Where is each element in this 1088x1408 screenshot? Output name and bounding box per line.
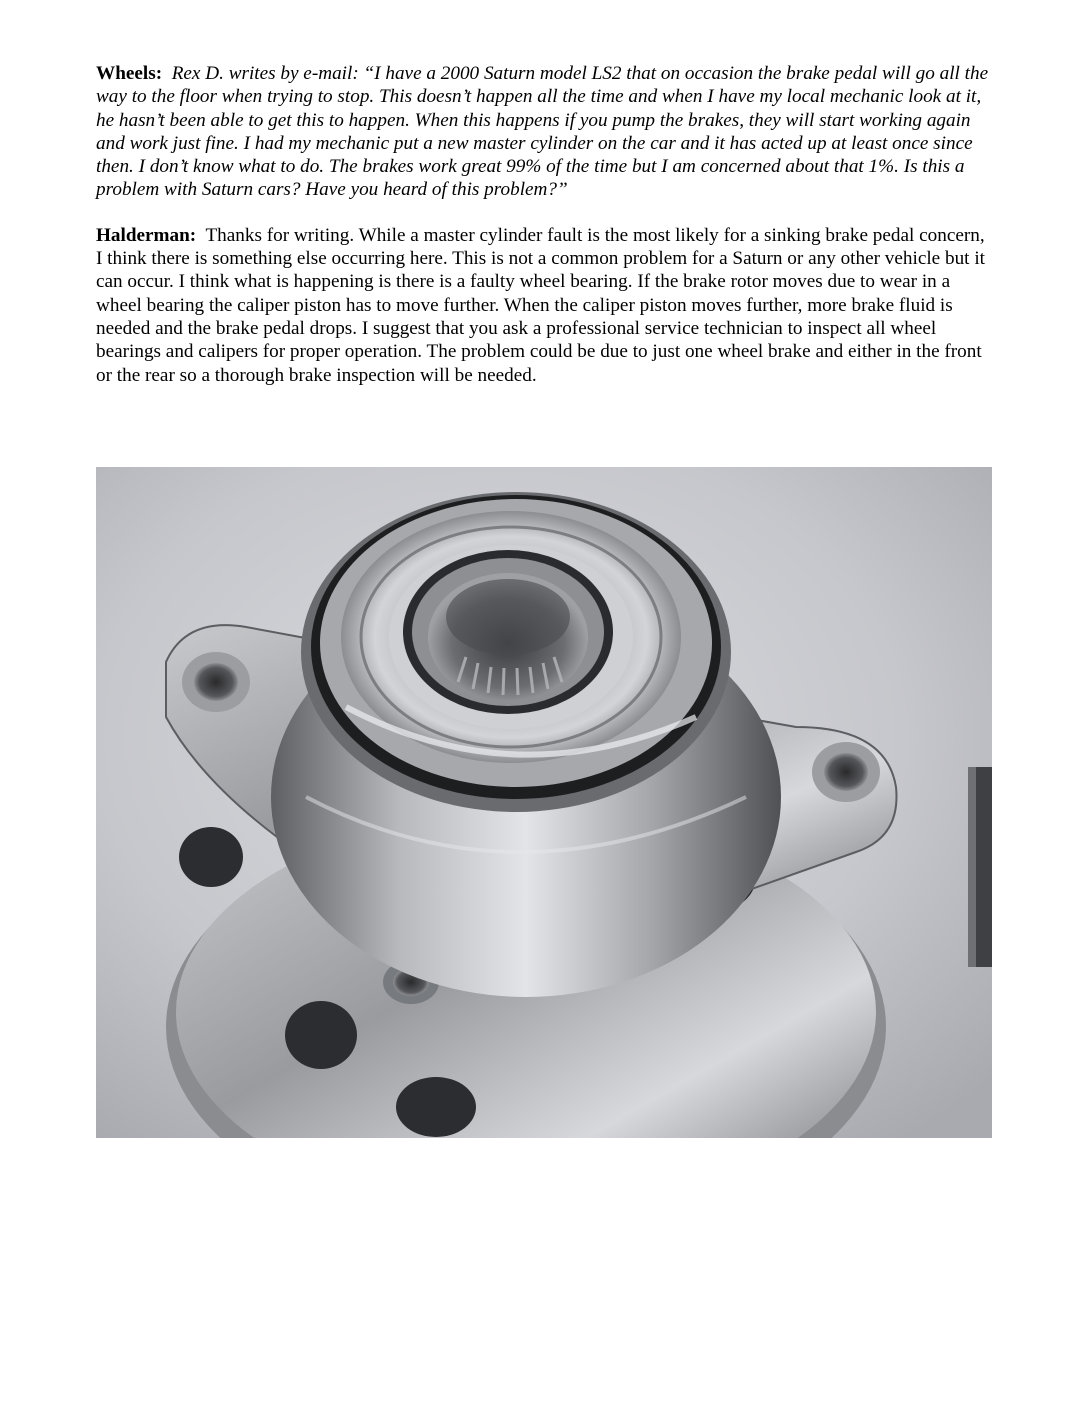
- answer-text: Thanks for writing. While a master cylinder fault is the most likely for a sinking brake pedal concern, I think there is something else occurring here. This is not a common problem for a Saturn or any other vehicle but it can occur. I think what is happening is there is a faulty wheel bearing. If the brake rotor moves due to wear in a wheel bearing the caliper piston has to move further. When the caliper piston moves further, more brake fluid is needed and the brake pedal drops. I suggest that you ask a professional service technician to inspect all wheel bearings and calipers for proper operation. The problem could be due to just one wheel brake and either in the front or the rear so a thorough brake inspection will be needed.: [96, 224, 985, 386]
- question-text: Rex D. writes by e-mail: “I have a 2000 Saturn model LS2 that on occasion the brake pedal will go all the way to the floor when trying to stop. This doesn’t happen all the time and when I have my local mechanic look at it, he hasn’t been able to get this to happen. When this happens if you pump the brakes, they will start working again and work just fine. I had my mechanic put a new master cylinder on the car and it has acted up at least once since then. I don’t know what to do. The brakes work great 99% of the time but I am concerned about that 1%. Is this a problem with Saturn cars? Have you heard of this problem?”: [96, 63, 989, 201]
- answer-paragraph: [96, 224, 992, 387]
- article-body: [96, 62, 992, 387]
- question-label: Wheels:: [96, 63, 163, 84]
- question-paragraph: [96, 62, 992, 202]
- answer-label: Halderman:: [96, 224, 197, 246]
- wheel-bearing-photo: [96, 467, 992, 1138]
